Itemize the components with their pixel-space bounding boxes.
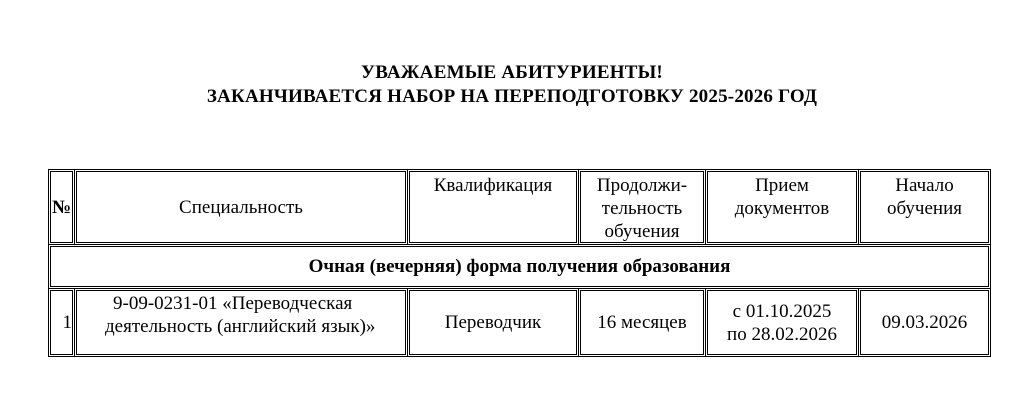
header-reception [706,170,859,245]
table-row [49,289,991,357]
header-duration-line-2: тельность [601,198,683,219]
heading-line-2: ЗАКАНЧИВАЕТСЯ НАБОР НА ПЕРЕПОДГОТОВКУ 2025-2026 ГОД [206,86,818,107]
row-reception [706,289,859,357]
section-row [49,245,991,289]
row-start: 09.03.2026 [859,289,991,357]
header-reception-line-2: документов [734,198,830,219]
row-specialty-line-1: 9-09-0231-01 «Переводческая [113,293,353,314]
header-start [859,170,991,245]
table-header-row [49,170,991,245]
header-duration-line-1: Продолжи- [596,175,688,196]
row-specialty [75,289,408,357]
header-start-line-2: обучения [886,198,962,219]
header-qualification: Квалификация [408,170,579,245]
row-reception-line-2: по 28.02.2026 [727,323,837,345]
row-reception-line-1: с 01.10.2025 [732,300,832,322]
header-reception-line-1: Прием [755,175,809,196]
header-number: № [49,170,75,245]
row-qualification: Переводчик [408,289,579,357]
row-specialty-line-2: деятельность (английский язык)» [105,316,376,337]
header-duration-line-3: обучения [604,221,680,242]
section-title: Очная (вечерняя) форма получения образования [49,245,991,289]
row-number: 1 [49,289,75,357]
admission-table [48,169,991,357]
row-duration: 16 месяцев [579,289,706,357]
header-duration [579,170,706,245]
header-specialty: Специальность [75,170,408,245]
heading-line-1: УВАЖАЕМЫЕ АБИТУРИЕНТЫ! [361,62,663,83]
header-start-line-1: Начало [895,175,954,196]
